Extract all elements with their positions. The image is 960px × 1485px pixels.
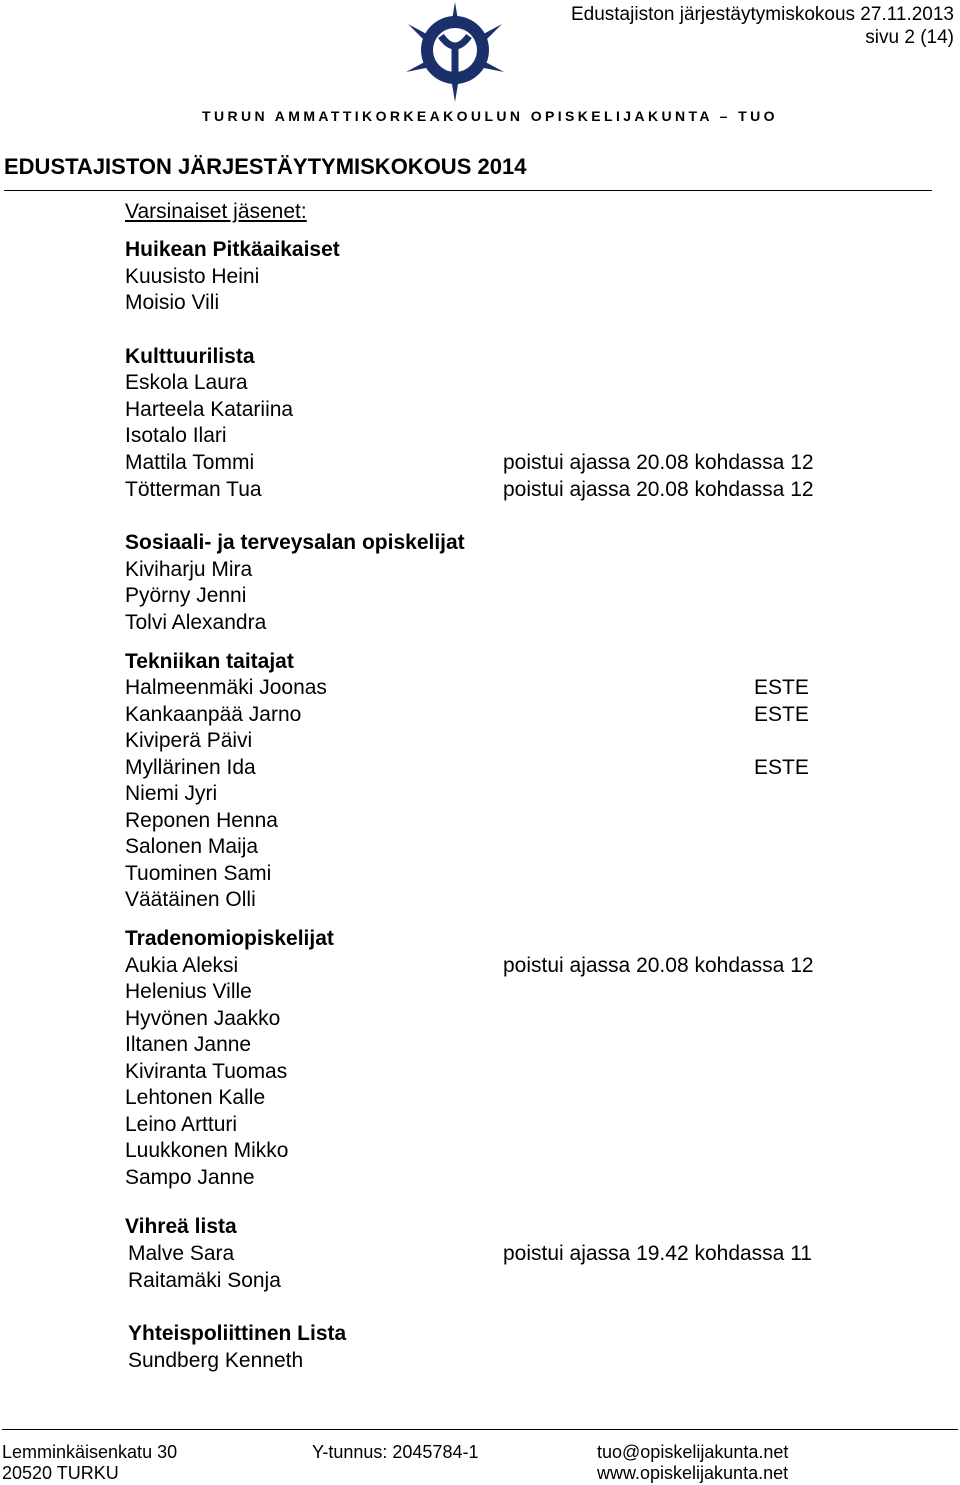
member-name: Moisio Vili [125, 291, 220, 314]
footer-postal: 20520 TURKU [2, 1463, 119, 1483]
member-name: Isotalo Ilari [125, 424, 227, 447]
member-name: Sampo Janne [125, 1166, 255, 1189]
member-name: Halmeenmäki Joonas [125, 676, 327, 699]
member-name: Raitamäki Sonja [128, 1269, 281, 1292]
footer-divider [2, 1429, 958, 1430]
header-meta [571, 3, 954, 49]
member-name: Hyvönen Jaakko [125, 1007, 281, 1030]
member-name: Lehtonen Kalle [125, 1086, 266, 1109]
member-name: Tolvi Alexandra [125, 611, 267, 634]
group-heading: Tekniikan taitajat [125, 650, 294, 673]
member-name: Kuusisto Heini [125, 265, 260, 288]
title-divider [4, 190, 932, 191]
group-heading: Huikean Pitkäaikaiset [125, 238, 340, 261]
member-name: Aukia Aleksi [125, 954, 239, 977]
member-name: Mattila Tommi [125, 451, 255, 474]
member-name: Kiviharju Mira [125, 558, 253, 581]
member-name: Pyörny Jenni [125, 584, 247, 607]
document-title: EDUSTAJISTON JÄRJESTÄYTYMISKOKOUS 2014 [4, 154, 527, 179]
meeting-date: Edustajiston järjestäytymiskokous 27.11.2013 [570, 4, 954, 25]
member-name: Kankaanpää Jarno [125, 703, 302, 726]
member-name: Tötterman Tua [125, 478, 262, 501]
member-name: Kiviranta Tuomas [125, 1060, 288, 1083]
member-name: Eskola Laura [125, 371, 248, 394]
member-name: Luukkonen Mikko [125, 1139, 289, 1162]
member-name: Sundberg Kenneth [128, 1349, 304, 1372]
member-name: Reponen Henna [125, 809, 278, 832]
page-number: sivu 2 (14) [865, 27, 954, 48]
organization-name: TURUN AMMATTIKORKEAKOULUN OPISKELIJAKUNTA – TUO [202, 108, 778, 124]
footer-business-id: Y-tunnus: 2045784-1 [312, 1442, 479, 1462]
tuo-logo-icon [400, 2, 510, 102]
member-name: Tuominen Sami [125, 862, 272, 885]
member-name: Kiviperä Päivi [125, 729, 253, 752]
members-heading: Varsinaiset jäsenet: [125, 200, 307, 223]
member-note: poistui ajassa 20.08 kohdassa 12 [503, 478, 814, 501]
member-name: Helenius Ville [125, 980, 252, 1003]
member-note: poistui ajassa 20.08 kohdassa 12 [503, 451, 814, 474]
member-note: ESTE [754, 756, 809, 779]
footer-street: Lemminkäisenkatu 30 [2, 1442, 178, 1462]
member-note: poistui ajassa 20.08 kohdassa 12 [503, 954, 814, 977]
member-note: poistui ajassa 19.42 kohdassa 11 [503, 1242, 812, 1265]
member-note: ESTE [754, 676, 809, 699]
footer-email-link[interactable]: tuo@opiskelijakunta.net [597, 1442, 789, 1462]
member-name: Iltanen Janne [125, 1033, 252, 1056]
member-name: Leino Artturi [125, 1113, 238, 1136]
footer-website-link[interactable]: www.opiskelijakunta.net [597, 1463, 789, 1483]
member-name: Salonen Maija [125, 835, 259, 858]
member-name: Väätäinen Olli [125, 888, 256, 911]
group-heading: Tradenomiopiskelijat [125, 927, 334, 950]
member-name: Niemi Jyri [125, 782, 218, 805]
group-heading: Vihreä lista [125, 1215, 237, 1238]
group-heading: Yhteispoliittinen Lista [128, 1322, 347, 1345]
group-heading: Kulttuurilista [125, 345, 255, 368]
member-note: ESTE [754, 703, 809, 726]
member-name: Harteela Katariina [125, 398, 294, 421]
member-name: Myllärinen Ida [125, 756, 256, 779]
member-name: Malve Sara [128, 1242, 235, 1265]
group-heading: Sosiaali- ja terveysalan opiskelijat [125, 531, 465, 554]
